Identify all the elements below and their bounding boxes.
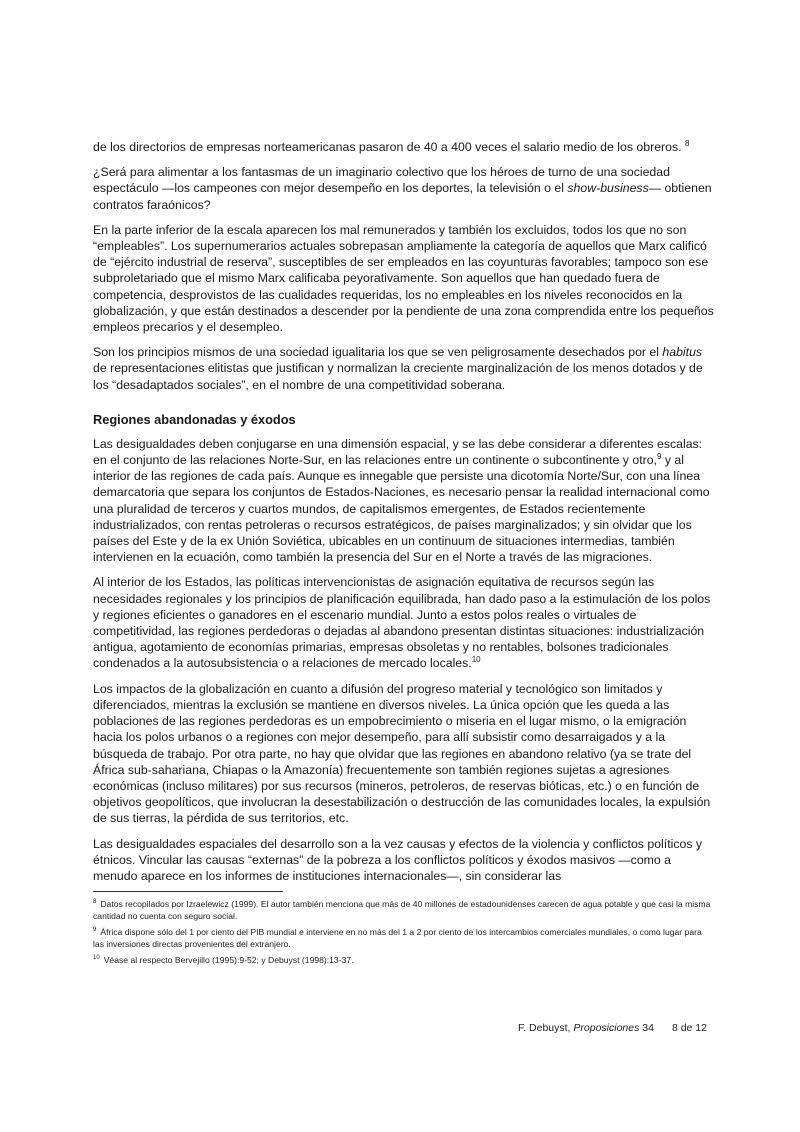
paragraph-1 — [93, 139, 715, 155]
paragraph-1-text: de los directorios de empresas norteamericanas pasaron de 40 a 400 veces el salario medio de los obreros. — [93, 140, 682, 154]
paragraph-3: En la parte inferior de la escala aparecen los mal remunerados y también los excluidos, todos los que no son “empleables”. Los supernumerarios actuales sobrepasan ampliamente la categoría de aquellos que Marx calificó de “ejército industrial de reserva”, susceptibles de ser empleados en las coyunturas favorables; tampoco son ese subproletariado que el mismo Marx calificaba peyorativamente. Son aquellos que han quedado fuera de competencia, desprovistos de las cualidades requeridas, los no empleables en los niveles reconocidos en la globalización, y que están destinados a descender por la pendiente de una zona comprendida entre los pequeños empleos precarios y el desempleo. — [93, 222, 714, 335]
footer-journal: Proposiciones — [573, 1022, 640, 1034]
footer-issue: 34 — [639, 1022, 654, 1034]
footer-author: F. Debuyst, — [517, 1022, 574, 1034]
paragraph-6 — [93, 574, 715, 671]
footnotes — [93, 898, 715, 970]
footnote-8 — [93, 898, 715, 922]
paragraph-6-text: Al interior de los Estados, las políticas intervencionistas de asignación equitativa de recursos según las necesidades regionales y los principios de planificación equilibrada, han dado paso a la estimulación de los polos y regiones eficientes o ganadores en el escenario mundial. Junto a estos polos reales o virtuales de competitividad, las regiones perdedoras o dejadas al abandono presentan distintas situaciones: industrialización antigua, agotamiento de economías primarias, empresas obsoletas y no rentables, bolsones tradicionales condenados a la autosubsistencia o a relaciones de mercado locales. — [93, 575, 711, 671]
paragraph-5 — [93, 436, 715, 566]
paragraph-4-text-b: de representaciones elitistas que justifican y normalizan la creciente marginalización de los menos dotados y de los “desadaptados sociales”, en el nombre de una competitividad soberana. — [93, 361, 703, 392]
paragraph-2 — [93, 164, 715, 213]
page-footer — [518, 1022, 707, 1034]
footnote-9 — [93, 926, 715, 950]
paragraph-4-text-a: Son los principios mismos de una sociedad igualitaria los que se ven peligrosamente desechados por el — [93, 345, 663, 360]
paragraph-7: Los impactos de la globalización en cuanto a difusión del progreso material y tecnológico son limitados y diferenciados, mientras la exclusión se mantiene en diversos niveles. La única opción que les queda a las poblaciones de las regiones perdedoras es un empobrecimiento o miseria en el lugar mismo, o la emigración hacia los polos urbanos o a regiones con mejor desempeño, para allí subsistir como desarraigados y a la búsqueda de trabajo. Por otra parte, no hay que olvidar que las regiones en abandono relativo (ya se trate del África sub-sahariana, Chiapas o la Amazonía) frecuentemente son también regiones sujetas a agresiones económicas (incluso militares) por sus recursos (mineros, petroleros, de reservas bióticas, etc.) o en función de objetivos geopolíticos, que involucran la desestabilización o destrucción de las comunidades locales, la expulsión de sus tierras, la pérdida de sus territorios, etc. — [93, 681, 711, 826]
footnote-10-text: Véase al respecto Bervejillo (1995):9-52; y Debuyst (1998):13-37. — [103, 955, 354, 965]
footnote-8-number: 8 — [93, 899, 97, 906]
paragraph-4-italic: habitus — [662, 345, 703, 360]
footnote-ref-8: 8 — [684, 138, 690, 148]
paragraph-2-text-b: — obtienen contratos faraónicos? — [93, 181, 712, 212]
paragraph-2-text-a: ¿Será para alimentar a los fantasmas de un imaginario colectivo que los héroes de turno de una sociedad espectáculo —los campeones con mejor desempeño en los deportes, la televisión o el — [93, 165, 670, 196]
footnote-10-number: 10 — [93, 955, 100, 962]
footnote-9-number: 9 — [93, 927, 97, 934]
footnote-ref-10: 10 — [471, 655, 481, 665]
paragraph-2-italic: show-business — [567, 181, 649, 196]
footnote-9-text: África dispone sólo del 1 por ciento del PIB mundial e interviene en no más del 1 a 2 por ciento de los intercambios comerciales mundiales, o como lugar para las inversiones directas provenientes del extranjero. — [93, 927, 702, 949]
footnote-separator — [93, 891, 283, 892]
paragraph-8: Las desigualdades espaciales del desarrollo son a la vez causas y efectos de la violencia y conflictos políticos y étnicos. Vincular las causas “externas” de la pobreza a los conflictos políticos y éxodos masivos —como a menudo aparece en los informes de instituciones internacionales—, sin considerar las — [93, 836, 703, 883]
footnote-ref-9: 9 — [656, 451, 662, 461]
page-number: 8 de 12 — [671, 1022, 707, 1034]
footnote-8-text: Datos recopilados por Izraelewicz (1999). El autor también menciona que más de 40 millones de estadounidenses carecen de agua potable y que casi la misma cantidad no cuenta con seguro social. — [93, 899, 711, 921]
footnote-10 — [93, 954, 715, 966]
paragraph-4 — [93, 344, 715, 393]
body-text — [93, 139, 715, 893]
section-heading: Regiones abandonadas y éxodos — [93, 411, 296, 427]
paragraph-5-text-b: y al interior de las regiones de cada país. Aunque es innegable que persiste una dicotomía Norte/Sur, con una línea demarcatoria que separa los conjuntos de Estados-Naciones, es necesario pensar la realidad internacional como una pluralidad de terceros y cuartos mundos, de capitalismos emergentes, de Estados recientemente industrializados, con rentas petroleras o recursos estratégicos, de países marginalizados; y sin olvidar que los países del Este y de la ex Unión Soviética, ubicables en un continuum de situaciones intermedias, también intervienen en la ecuación, como también la presencia del Sur en el Norte a través de las migraciones. — [93, 453, 710, 565]
paragraph-5-text-a: Las desigualdades deben conjugarse en una dimensión espacial, y se las debe considerar a diferentes escalas: en el conjunto de las relaciones Norte-Sur, en las relaciones entre un continente o subcontinente y otro, — [93, 436, 703, 468]
